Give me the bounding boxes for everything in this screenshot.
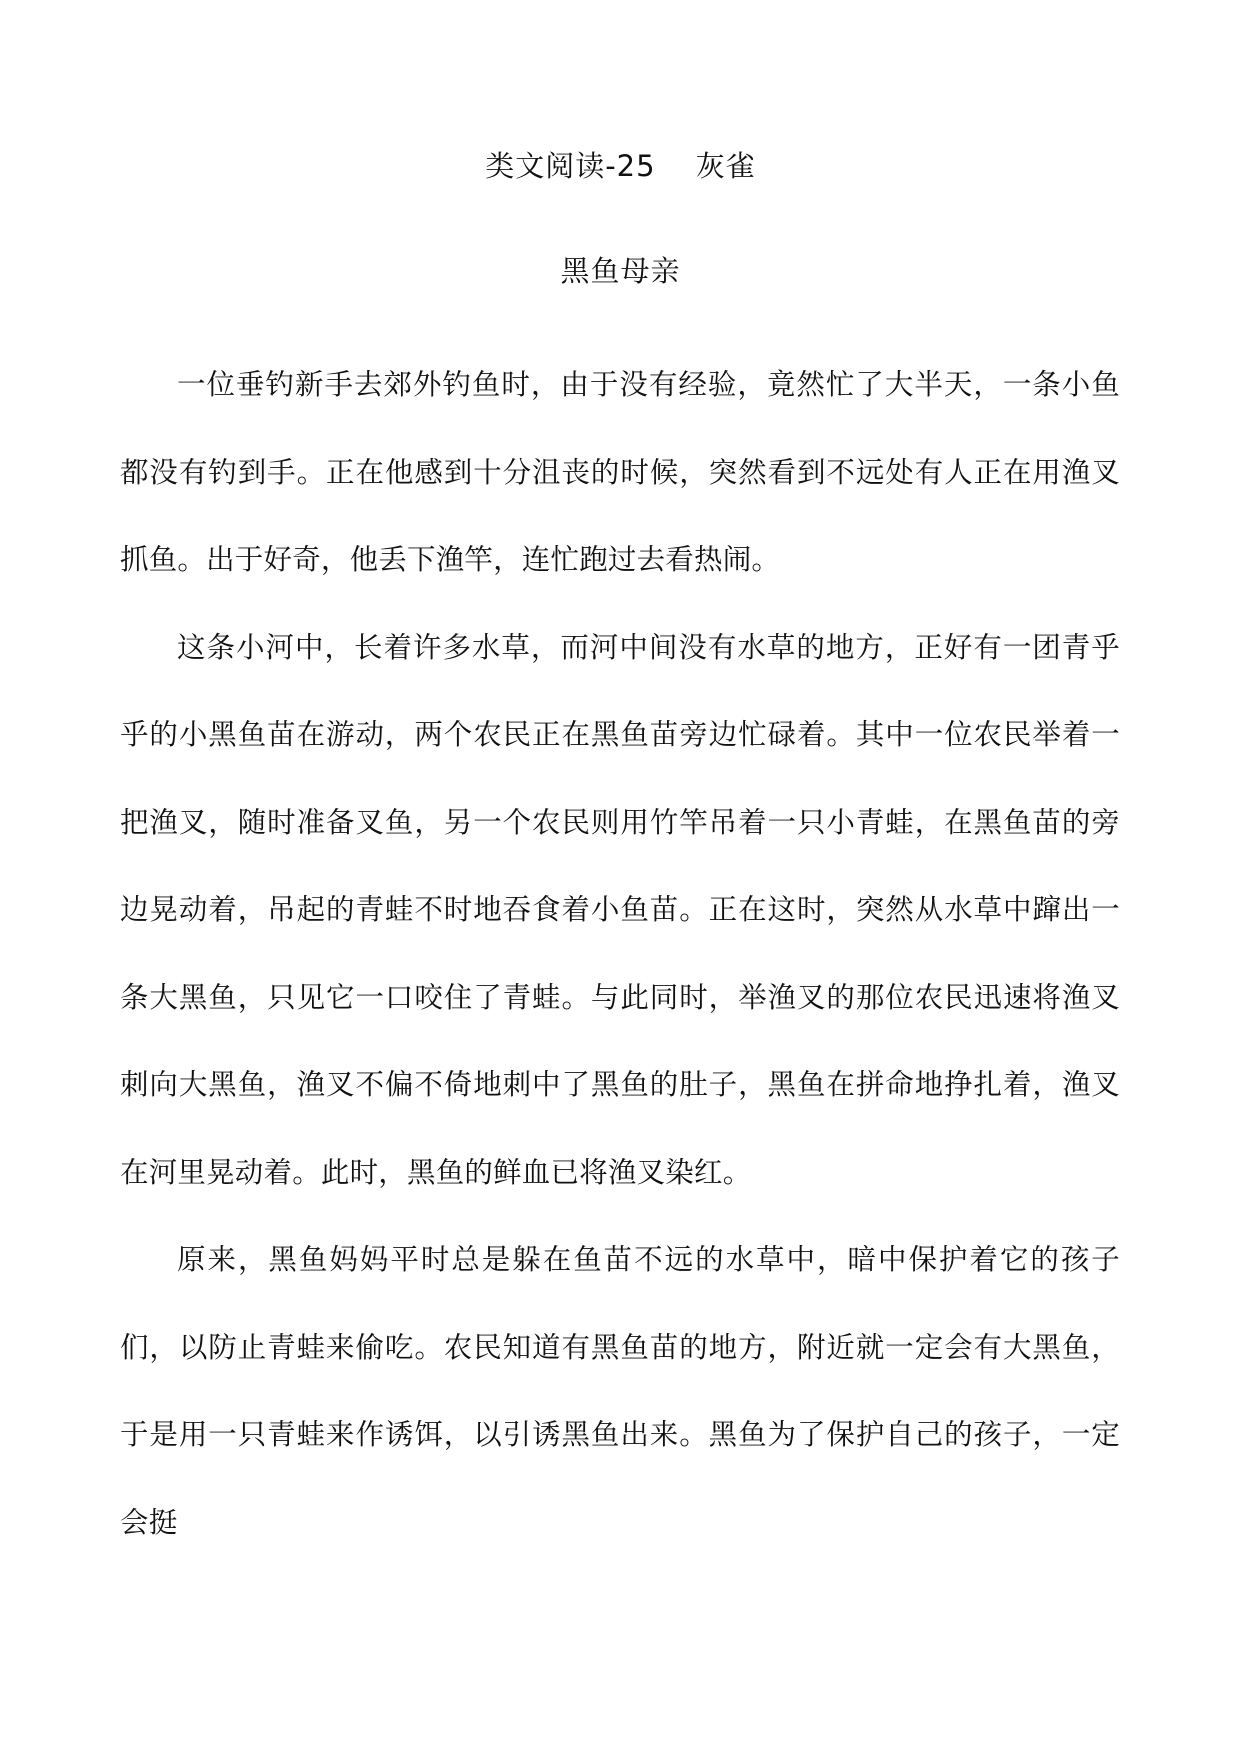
paragraph-3: 原来，黑鱼妈妈平时总是躲在鱼苗不远的水草中，暗中保护着它的孩子们，以防止青蛙来偷吃。农民知道有黑鱼苗的地方，附近就一定会有大黑鱼，于是用一只青蛙来作诱饵，以引诱黑鱼出来。黑鱼为了保护自己的孩子，一定会挺 (120, 1243, 1120, 1539)
page-title: 类文阅读-25 灰雀 (485, 149, 756, 183)
paragraph-2: 这条小河中，长着许多水草，而河中间没有水草的地方，正好有一团青乎乎的小黑鱼苗在游动，两个农民正在黑鱼苗旁边忙碌着。其中一位农民举着一把渔叉，随时准备叉鱼，另一个农民则用竹竿吊着一只小青蛙，在黑鱼苗的旁边晃动着，吊起的青蛙不时地吞食着小鱼苗。正在这时，突然从水草中蹿出一条大黑鱼，只见它一口咬住了青蛙。与此同时，举渔叉的那位农民迅速将渔叉刺向大黑鱼，渔叉不偏不倚地刺中了黑鱼的肚子，黑鱼在拼命地挣扎着，渔叉在河里晃动着。此时，黑鱼的鲜血已将渔叉染红。 (120, 630, 1120, 1189)
article-title: 黑鱼母亲 (560, 254, 681, 288)
paragraph-1: 一位垂钓新手去郊外钓鱼时，由于没有经验，竟然忙了大半天，一条小鱼都没有钓到手。正在他感到十分沮丧的时候，突然看到不远处有人正在用渔叉抓鱼。出于好奇，他丢下渔竿，连忙跑过去看热闹。 (120, 368, 1120, 576)
article-body (120, 341, 1120, 1566)
